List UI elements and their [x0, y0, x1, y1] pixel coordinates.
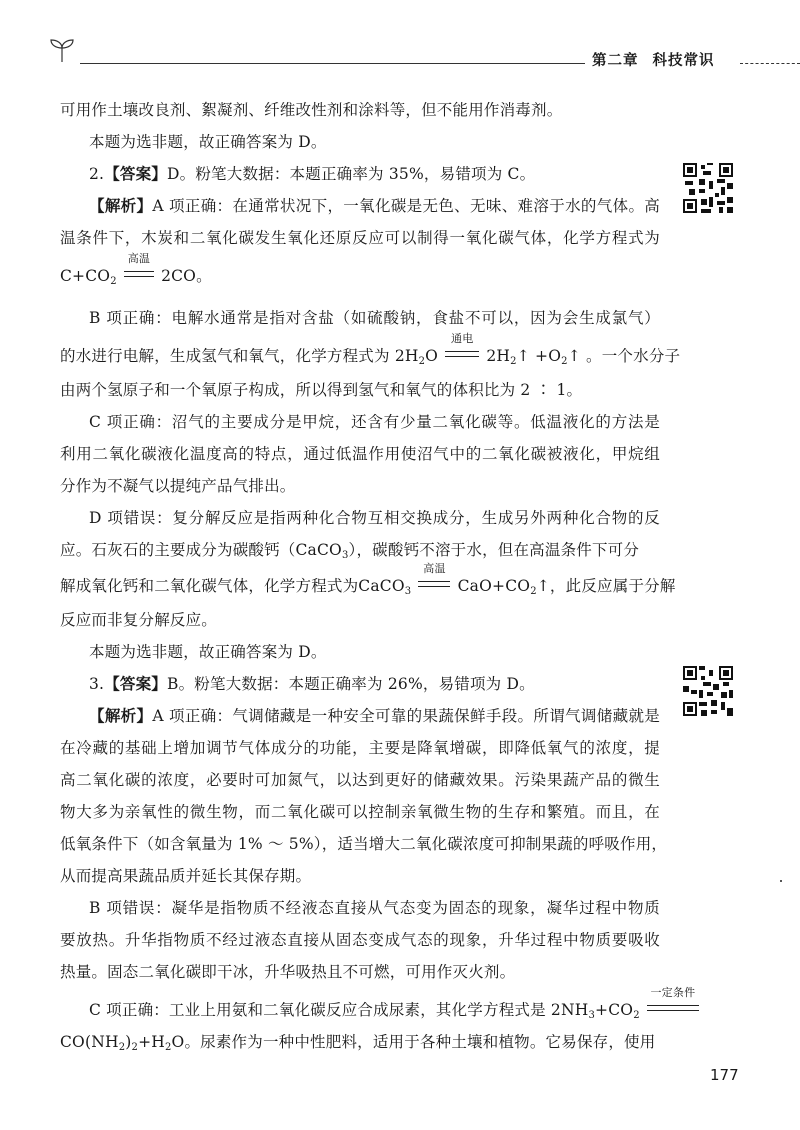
analysis-text: A 项正确：气调储藏是一种安全可靠的果蔬保鲜手段。所谓气调储藏就是: [152, 707, 660, 725]
formula-text: ↑ +O: [516, 347, 562, 365]
margin-mark: [780, 880, 782, 882]
analysis-label: 【解析】: [89, 707, 153, 725]
analysis-label: 【解析】: [89, 197, 153, 215]
text-line: 低氧条件下（如含氧量为 1% ～ 5%），适当增大二氧化碳浓度可抑制果蔬的呼吸作用，: [60, 835, 668, 853]
formula-text: ↑，此反应属于分解: [536, 577, 676, 595]
subscript: 3: [588, 1010, 596, 1021]
formula-text: O。尿素作为一种中性肥料，适用于各种土壤和植物。它易保存，使用: [171, 1033, 656, 1051]
analysis-line: [89, 706, 660, 726]
subscript: 2: [110, 276, 117, 287]
text-line: [60, 540, 660, 560]
text-line: B 项错误：凝华是指物质不经液态直接从气态变为固态的现象，凝华过程中物质: [89, 899, 660, 917]
formula-text: 2CO。: [161, 267, 212, 285]
text-line: 可用作土壤改良剂、絮凝剂、纤维改性剂和涂料等，但不能用作消毒剂。: [60, 101, 563, 119]
subscript: 2: [633, 1010, 640, 1021]
formula-text: 2H: [486, 347, 511, 365]
text-line: B 项正确：电解水通常是指对含盐（如硫酸钠，食盐不可以，因为会生成氯气）: [89, 309, 660, 327]
formula-text: ），碳酸钙不溶于水，但在高温条件下可分: [348, 541, 640, 559]
equation-line: [60, 562, 676, 597]
header-rule-dashed: [740, 63, 800, 64]
chapter-number: 第二章: [592, 53, 639, 69]
subscript: 2: [530, 586, 537, 597]
reaction-condition: 通电: [451, 332, 474, 345]
subscript: 2: [164, 1042, 172, 1053]
text-line: 分作为不凝气以提纯产品气排出。: [60, 477, 296, 495]
text-line: 本题为选非题，故正确答案为 D。: [89, 133, 327, 151]
text-line: 反应而非复分解反应。: [60, 611, 218, 629]
text-line: 要放热。升华指物质不经过液态直接从固态变成气态的现象，升华过程中物质要吸收: [60, 931, 660, 949]
answer-text: B。粉笔大数据：本题正确率为 26%，易错项为 D。: [167, 675, 535, 693]
text-line: 利用二氧化碳液化温度高的特点，通过低温作用使沼气中的二氧化碳被液化，甲烷组: [60, 445, 660, 463]
reaction-arrow: [445, 332, 479, 366]
answer-label: 【答案】: [104, 675, 168, 693]
text-line: 从而提高果蔬品质并延长其保存期。: [60, 867, 312, 885]
text-line: 温条件下，木炭和二氧化碳发生氧化还原反应可以制得一氧化碳气体，化学方程式为: [60, 229, 660, 247]
answer-line: [89, 674, 660, 694]
analysis-text: A 项正确：在通常状况下，一氧化碳是无色、无味、难溶于水的气体。高: [152, 197, 660, 215]
equation-line: [60, 1032, 660, 1052]
formula-text: C 项正确：工业上用氨和二氧化碳反应合成尿素，其化学方程式是 2NH: [89, 1001, 589, 1019]
question-number: 2.: [89, 165, 105, 183]
header-rule: [80, 63, 585, 64]
chapter-section: 科技常识: [652, 53, 715, 69]
analysis-line: [89, 196, 660, 216]
answer-label: 【答案】: [104, 165, 168, 183]
answer-text: D。粉笔大数据：本题正确率为 35%，易错项为 C。: [167, 165, 536, 183]
text-line: C 项正确：沼气的主要成分是甲烷，还含有少量二氧化碳等。低温液化的方法是: [89, 413, 660, 431]
formula-text: 的水进行电解，生成氢气和氧气，化学方程式为 2H: [60, 347, 419, 365]
subscript: 2: [131, 1042, 139, 1053]
text-line: 由两个氢原子和一个氧原子构成，所以得到氢气和氧气的体积比为 2 ∶ 1。: [60, 381, 583, 399]
formula-text: 解成氧化钙和二氧化碳气体，化学方程式为CaCO: [60, 577, 405, 595]
subscript: 2: [118, 1042, 126, 1053]
qr-code-icon[interactable]: [683, 666, 733, 716]
text-line: 在冷藏的基础上增加调节气体成分的功能，主要是降氧增碳，即降低氧气的浓度，提: [60, 739, 660, 757]
reaction-condition: 高温: [423, 562, 446, 575]
subscript: 2: [561, 356, 568, 367]
reaction-arrow: [124, 252, 154, 286]
text-line: 本题为选非题，故正确答案为 D。: [89, 643, 327, 661]
reaction-arrow: [647, 986, 699, 1020]
reaction-condition: 高温: [127, 252, 151, 265]
qr-code-icon[interactable]: [683, 163, 733, 213]
reaction-condition: 一定条件: [650, 986, 696, 999]
question-number: 3.: [89, 675, 105, 693]
subscript: 2: [418, 356, 426, 367]
formula-text: ): [125, 1033, 132, 1051]
formula-text: CO(NH: [60, 1033, 119, 1051]
leaf-sprout-icon: [48, 36, 76, 64]
page-header: [0, 0, 800, 80]
equation-line: [60, 332, 681, 367]
formula-text: O: [425, 347, 439, 365]
formula-text: +CO: [595, 1001, 634, 1019]
chapter-title: [592, 49, 715, 70]
subscript: 3: [404, 586, 412, 597]
formula-text: CaO+CO: [457, 577, 531, 595]
subscript: 3: [341, 550, 349, 561]
text-line: D 项错误：复分解反应是指两种化合物互相交换成分，生成另外两种化合物的反: [89, 509, 660, 527]
text-line: 高二氧化碳的浓度，必要时可加氮气，以达到更好的储藏效果。污染果蔬产品的微生: [60, 771, 660, 789]
text-line: 物大多为亲氧性的微生物，而二氧化碳可以控制亲氧微生物的生存和繁殖。而且，在: [60, 803, 660, 821]
equation-line: [60, 252, 660, 287]
page-number: 177: [710, 1066, 739, 1084]
formula-text: 应。石灰石的主要成分为碳酸钙（CaCO: [60, 541, 342, 559]
formula-text: C+CO: [60, 267, 111, 285]
subscript: 2: [510, 356, 517, 367]
formula-text: ↑ 。一个水分子: [567, 347, 681, 365]
answer-line: [89, 164, 660, 184]
equation-line: [89, 986, 696, 1021]
text-line: 热量。固态二氧化碳即干冰，升华吸热且不可燃，可用作灭火剂。: [60, 963, 516, 981]
formula-text: +H: [138, 1033, 165, 1051]
reaction-arrow: [418, 562, 450, 596]
